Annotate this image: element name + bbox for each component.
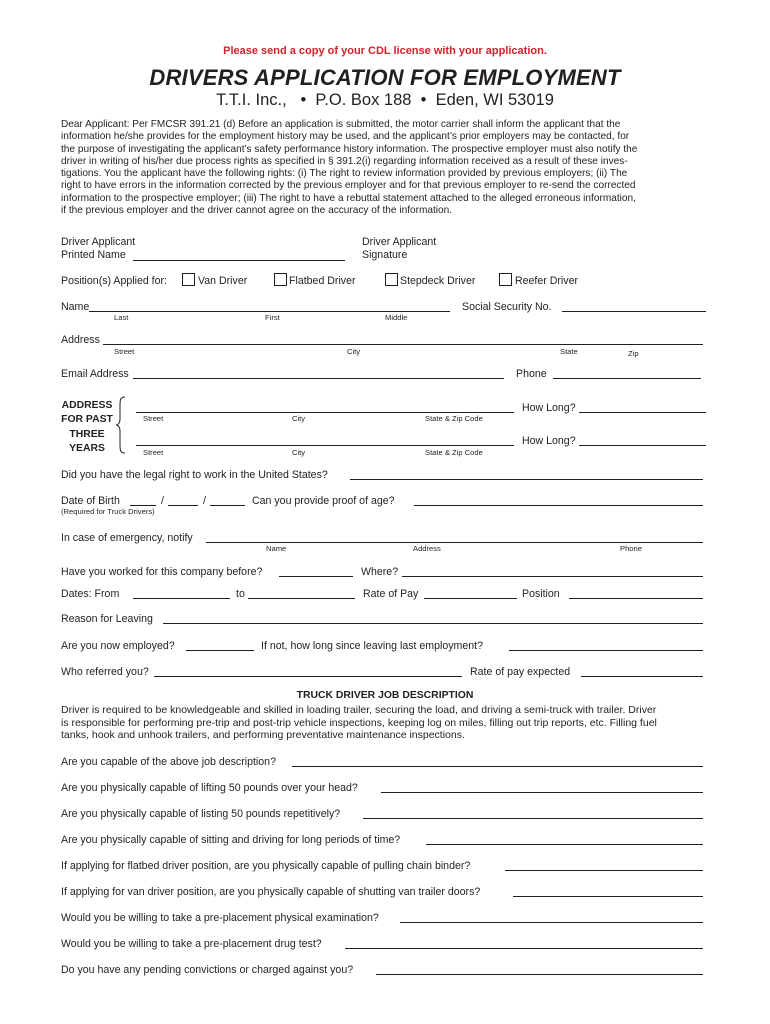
job-question-lifting: Are you physically capable of lifting 50 pounds over your head? (61, 782, 358, 794)
rate-pay-label: Rate of Pay (363, 588, 419, 600)
past-address-label-line: ADDRESS (61, 400, 113, 411)
last-caption: Last (114, 313, 129, 322)
not-how-long-label: If not, how long since leaving last employment? (261, 640, 484, 652)
proof-age-field[interactable] (414, 505, 703, 506)
job-description-paragraph (61, 704, 657, 742)
now-employed-field[interactable] (186, 650, 254, 651)
city-caption: City (347, 347, 361, 356)
first-caption: First (265, 313, 280, 322)
not-how-long-field[interactable] (509, 650, 703, 651)
past-state-zip-caption-1: State & Zip Code (425, 414, 483, 423)
job-answer-drug-test[interactable] (345, 948, 703, 949)
company-po-box: P.O. Box 188 (315, 91, 412, 109)
positions-label: Position(s) Applied for: (61, 275, 167, 287)
van-driver-label: Van Driver (198, 275, 248, 287)
dob-note: (Required for Truck Drivers) (61, 507, 155, 516)
job-question-repetitive: Are you physically capable of listing 50 pounds repetitively? (61, 808, 341, 820)
address-label: Address (61, 334, 100, 346)
job-question-convictions: Do you have any pending convictions or charged against you? (61, 964, 354, 976)
past-address-label-line: YEARS (69, 442, 105, 454)
printed-name-label-1: Driver Applicant (61, 236, 136, 248)
dob-day-field[interactable] (168, 505, 198, 506)
now-employed-label: Are you now employed? (61, 640, 175, 652)
email-label: Email Address (61, 368, 129, 380)
phone-label: Phone (516, 368, 547, 380)
intro-line: information to the prospective employer; (iii) The right to have a rebuttal statement attached to the alleged erroneous information, (61, 192, 636, 204)
job-question-capable: Are you capable of the above job description? (61, 756, 276, 768)
state-caption: State (560, 347, 578, 356)
zip-caption: Zip (628, 349, 639, 358)
ssn-field[interactable] (562, 311, 706, 312)
dob-slash-1: / (161, 495, 164, 507)
company-line (0, 91, 770, 110)
legal-right-field[interactable] (350, 479, 703, 480)
rate-expected-field[interactable] (581, 676, 703, 677)
past-street-caption-2: Street (143, 448, 164, 457)
past-city-caption-1: City (292, 414, 306, 423)
position-field[interactable] (569, 598, 703, 599)
emergency-field[interactable] (206, 542, 703, 543)
bullet-1: • (300, 91, 307, 109)
how-long-2-field[interactable] (579, 445, 706, 446)
job-answer-capable[interactable] (292, 766, 703, 767)
em-phone-caption: Phone (620, 544, 642, 553)
referred-label: Who referred you? (61, 666, 149, 678)
dob-slash-2: / (203, 495, 206, 507)
signature-label-1: Driver Applicant (362, 236, 437, 248)
stepdeck-driver-checkbox[interactable] (385, 273, 398, 286)
job-answer-physical-exam[interactable] (400, 922, 703, 923)
job-question-physical-exam: Would you be willing to take a pre-placement physical examination? (61, 912, 379, 924)
job-answer-convictions[interactable] (376, 974, 703, 975)
stepdeck-driver-label: Stepdeck Driver (400, 275, 476, 287)
where-field[interactable] (402, 576, 703, 577)
past-address-label (61, 399, 113, 456)
printed-name-field[interactable] (133, 260, 345, 261)
worked-before-label: Have you worked for this company before? (61, 566, 263, 578)
name-field[interactable] (89, 311, 450, 312)
job-question-sitting: Are you physically capable of sitting and driving for long periods of time? (61, 834, 401, 846)
job-line: is responsible for performing pre-trip and post-trip vehicle inspections, keeping log on miles, filling out trip reports, etc. Filling fuel (61, 716, 657, 729)
worked-before-field[interactable] (279, 576, 353, 577)
reefer-driver-label: Reefer Driver (515, 275, 578, 287)
intro-line: tigations. You the applicant have the following rights: (i) The right to review information provided by previous employers; (ii) The (61, 168, 628, 180)
reason-leaving-field[interactable] (163, 623, 703, 624)
phone-field[interactable] (553, 378, 701, 379)
job-question-chain-binder: If applying for flatbed driver position, are you physically capable of pulling chain binder? (61, 860, 471, 872)
intro-line: if the previous employer and the driver cannot agree on the accuracy of the information. (61, 205, 453, 217)
bullet-2: • (420, 91, 427, 109)
company-city: Eden, WI 53019 (435, 91, 554, 109)
past-address-label-line: THREE (69, 428, 105, 440)
em-address-caption: Address (413, 544, 441, 553)
job-answer-repetitive[interactable] (363, 818, 703, 819)
intro-line: driver in writing of his/her due process rights as specified in § 391.2(i) regarding information received as a result of these inves- (61, 155, 628, 167)
printed-name-label-2: Printed Name (61, 249, 126, 261)
emergency-label: In case of emergency, notify (61, 532, 193, 544)
reefer-driver-checkbox[interactable] (499, 273, 512, 286)
past-street-caption-1: Street (143, 414, 164, 423)
job-description-heading: TRUCK DRIVER JOB DESCRIPTION (296, 690, 474, 701)
past-city-caption-2: City (292, 448, 306, 457)
how-long-label-2: How Long? (522, 435, 576, 447)
email-field[interactable] (133, 378, 504, 379)
flatbed-driver-label: Flatbed Driver (289, 275, 356, 287)
reason-leaving-label: Reason for Leaving (61, 613, 153, 625)
position-label: Position (522, 588, 560, 600)
job-question-drug-test: Would you be willing to take a pre-placement drug test? (61, 938, 322, 950)
em-name-caption: Name (266, 544, 287, 553)
flatbed-driver-checkbox[interactable] (274, 273, 287, 286)
cdl-notice: Please send a copy of your CDL license with your application. (223, 45, 547, 57)
to-label: to (236, 588, 245, 600)
date-to-field[interactable] (248, 598, 355, 599)
intro-line: right to have errors in the information corrected by the previous employer and for that previous employer to re-send the corrected (61, 180, 636, 192)
rate-pay-field[interactable] (424, 598, 517, 599)
intro-line: information he/she provides for the employment history may be used, and the applicant’s prior employers may be contacted, for (61, 131, 630, 143)
referred-field[interactable] (154, 676, 462, 677)
van-driver-checkbox[interactable] (182, 273, 195, 286)
job-line: tanks, hook and unhook trailers, and performing preventative maintenance inspections. (61, 729, 465, 742)
job-line: Driver is required to be knowledgeable and skilled in loading trailer, securing the load, and driving a semi-truck with trailer. Driver (61, 704, 657, 716)
intro-line: Dear Applicant: Per FMCSR 391.21 (d) Before an application is submitted, the motor carrier shall inform the applicant that the (61, 119, 621, 130)
job-answer-chain-binder[interactable] (505, 870, 703, 871)
name-label: Name (61, 301, 90, 313)
past-address-1-field[interactable] (136, 412, 514, 413)
company-name: T.T.I. Inc., (216, 91, 287, 109)
how-long-1-field[interactable] (579, 412, 706, 413)
date-from-field[interactable] (133, 598, 230, 599)
where-label: Where? (361, 566, 399, 578)
street-caption: Street (114, 347, 135, 356)
job-question-van-doors: If applying for van driver position, are you physically capable of shutting van trailer doors? (61, 886, 481, 898)
job-answer-sitting[interactable] (426, 844, 703, 845)
dob-month-field[interactable] (130, 505, 156, 506)
intro-paragraph (61, 119, 637, 217)
past-address-2-field[interactable] (136, 445, 514, 446)
dob-label: Date of Birth (61, 495, 120, 507)
address-field[interactable] (103, 344, 703, 345)
past-address-label-line: FOR PAST (61, 414, 113, 426)
ssn-label: Social Security No. (462, 301, 552, 313)
legal-right-label: Did you have the legal right to work in the United States? (61, 469, 328, 481)
how-long-label-1: How Long? (522, 402, 576, 414)
brace-icon (115, 396, 127, 454)
proof-age-label: Can you provide proof of age? (252, 495, 395, 507)
signature-label-2: Signature (362, 249, 408, 261)
intro-line: the purpose of investigating the applicant’s safety performance history information. The prospective employer must also notify the (61, 143, 638, 155)
dob-year-field[interactable] (210, 505, 245, 506)
job-answer-lifting[interactable] (381, 792, 703, 793)
job-answer-van-doors[interactable] (513, 896, 703, 897)
form-title: DRIVERS APPLICATION FOR EMPLOYMENT (149, 65, 621, 90)
past-state-zip-caption-2: State & Zip Code (425, 448, 483, 457)
rate-expected-label: Rate of pay expected (470, 666, 571, 678)
middle-caption: Middle (385, 313, 408, 322)
dates-from-label: Dates: From (61, 588, 120, 600)
